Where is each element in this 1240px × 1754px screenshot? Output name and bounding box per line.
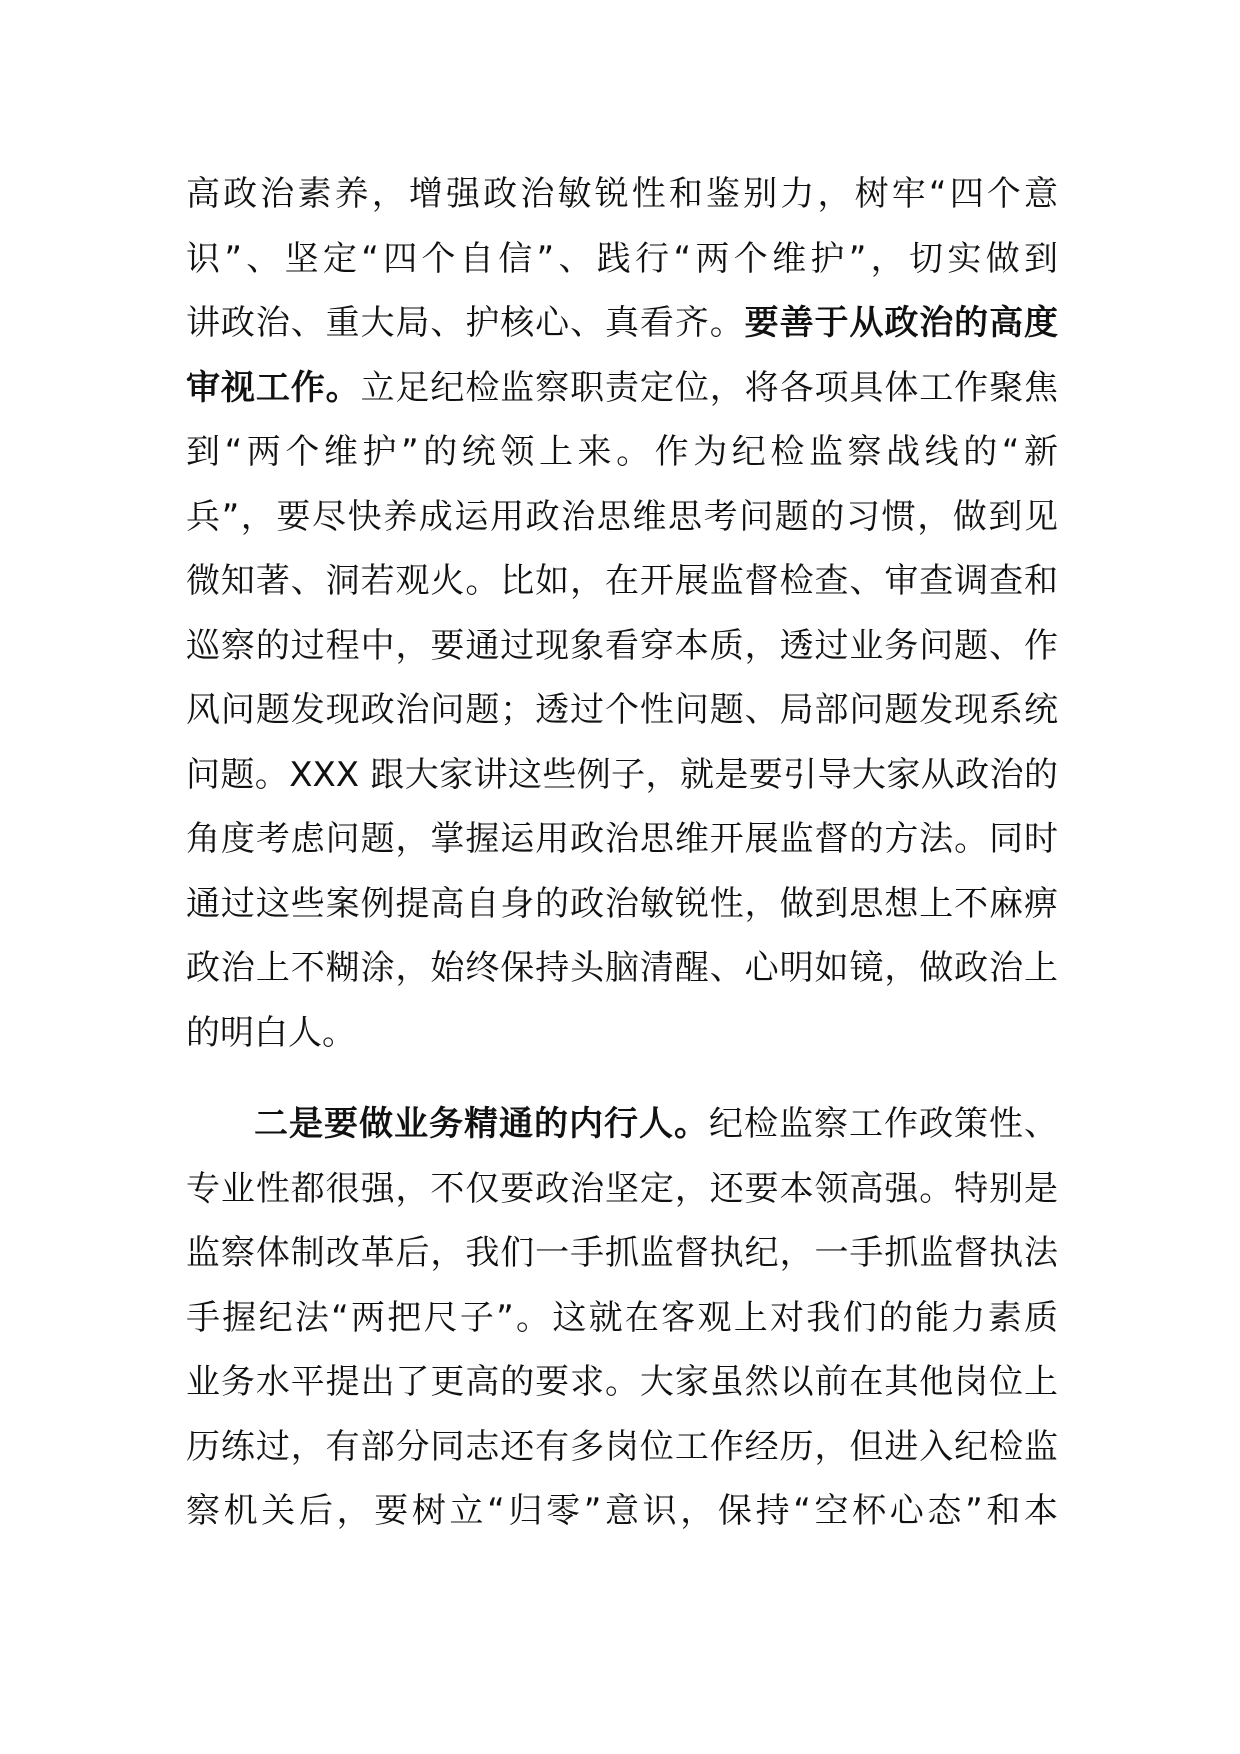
bold-heading-span: 审视工作。 — [186, 367, 361, 408]
text-span: 识”、坚定“四个自信”、践行“两个维护”，切实做到 — [186, 238, 1058, 279]
text-span: 风问题发现政治问题；透过个性问题、局部问题发现系统 — [186, 690, 1058, 730]
text-line — [186, 614, 1058, 679]
text-span: 讲政治、重大局、护核心、真看齐。 — [186, 303, 745, 343]
text-span: 纪检监察工作政策性、 — [709, 1104, 1058, 1144]
bold-heading-span: 要善于从政治的高度 — [744, 303, 1058, 343]
text-span: 专业性都很强，不仅要政治坚定，还要本领高强。特别是 — [186, 1168, 1058, 1209]
text-line — [186, 227, 1058, 292]
text-line — [186, 1415, 1058, 1480]
text-line — [186, 1221, 1058, 1286]
text-span: 的明白人。 — [186, 1012, 356, 1053]
paragraph-political-awareness — [186, 162, 1058, 1065]
text-line — [186, 1286, 1058, 1351]
text-span: 历练过，有部分同志还有多岗位工作经历，但进入纪检监 — [186, 1426, 1058, 1467]
text-span: 察机关后，要树立“归零”意识，保持“空杯心态”和本 — [186, 1491, 1058, 1531]
text-span: 业务水平提出了更高的要求。大家虽然以前在其他岗位上 — [186, 1362, 1058, 1402]
text-line — [186, 1157, 1058, 1222]
text-span: 巡察的过程中，要通过现象看穿本质，透过业务问题、作 — [186, 625, 1058, 666]
text-span: 到“两个维护”的统领上来。作为纪检监察战线的“新 — [186, 432, 1058, 472]
text-line — [186, 807, 1058, 872]
bold-heading-span: 二是要做业务精通的内行人。 — [254, 1104, 709, 1144]
text-line — [186, 356, 1058, 421]
text-span: 手握纪法“两把尺子”。这就在客观上对我们的能力素质 — [186, 1297, 1058, 1338]
text-line — [186, 291, 1058, 356]
text-span: 监察体制改革后，我们一手抓监督执纪，一手抓监督执法 — [186, 1233, 1058, 1273]
text-line — [186, 678, 1058, 743]
text-line — [186, 872, 1058, 937]
text-line — [186, 162, 1058, 227]
text-span: 兵”，要尽快养成运用政治思维思考问题的习惯，做到见 — [186, 496, 1058, 537]
text-line — [186, 1350, 1058, 1415]
text-span: 问题。XXX 跟大家讲这些例子，就是要引导大家从政治的 — [186, 754, 1058, 795]
paragraph-professional-expertise — [186, 1092, 1058, 1544]
text-line — [186, 1479, 1058, 1544]
text-line — [186, 936, 1058, 1001]
text-span: 微知著、洞若观火。比如，在开展监督检查、审查调查和 — [186, 561, 1058, 601]
text-line — [186, 549, 1058, 614]
text-span: 政治上不糊涂，始终保持头脑清醒、心明如镜，做政治上 — [186, 948, 1058, 988]
text-span: 角度考虑问题，掌握运用政治思维开展监督的方法。同时 — [186, 819, 1058, 859]
text-line-last — [186, 1001, 1058, 1066]
text-span: 立足纪检监察职责定位，将各项具体工作聚焦 — [360, 367, 1058, 408]
text-line — [186, 743, 1058, 808]
text-line — [186, 420, 1058, 485]
text-line — [186, 485, 1058, 550]
text-span: 高政治素养，增强政治敏锐性和鉴别力，树牢“四个意 — [186, 174, 1058, 214]
text-line-indented — [186, 1092, 1058, 1157]
text-span: 通过这些案例提高自身的政治敏锐性，做到思想上不麻痹 — [186, 883, 1058, 924]
